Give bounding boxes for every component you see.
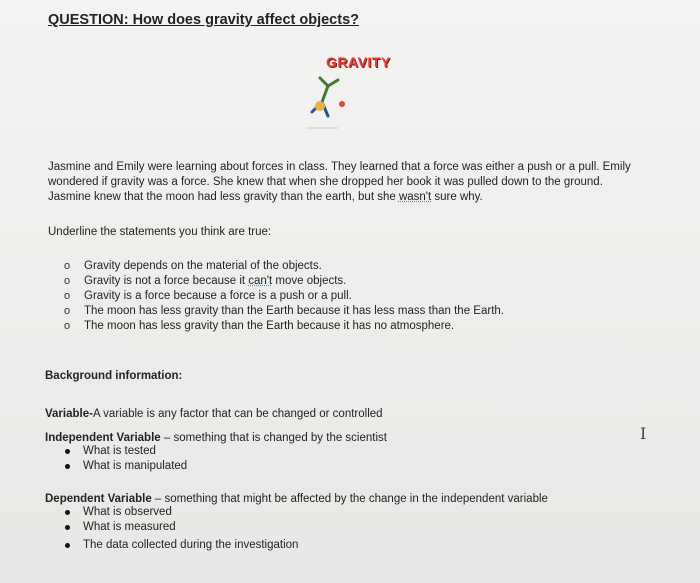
option-item[interactable]: o The moon has less gravity than the Earth because it has less mass than the Earth. [64, 304, 504, 319]
variable-definition [45, 408, 383, 420]
spellcheck-word: can't [248, 275, 273, 287]
spellcheck-word: wasn't [398, 191, 432, 203]
instruction-text: Underline the statements you think are true: [48, 226, 272, 238]
variable-def-text: A variable is any factor that can be changed or controlled [92, 408, 383, 420]
bullet-item: What is observed [45, 505, 548, 520]
option-text-end: move objects. [272, 275, 347, 287]
bullet-item: What is measured [45, 520, 548, 535]
variable-term: Variable- [45, 408, 93, 420]
bullet-item: What is tested [45, 444, 387, 459]
text-cursor-icon: I [640, 424, 647, 443]
story-paragraph [48, 160, 648, 205]
bullet-item: The data collected during the investigation [45, 538, 548, 553]
dependent-bullets [45, 505, 548, 553]
gravity-label: GRAVITY [326, 54, 391, 70]
independent-variable-def: – something that is changed by the scientist [160, 432, 387, 444]
statement-options [64, 259, 504, 334]
story-text-end: sure why. [431, 191, 483, 203]
dependent-variable-def: – something that might be affected by the change in the independent variable [151, 493, 548, 505]
story-text: Jasmine and Emily were learning about forces in class. They learned that a force was either a push or a pull. Emily wondered if gravity was a force. She knew that when she dropped her book it was pulled down to the ground. Jasmine knew that the moon had less gravity than the earth, but she [48, 161, 631, 203]
page-title: QUESTION: How does gravity affect objects? [48, 12, 359, 28]
option-item[interactable]: o Gravity depends on the material of the objects. [64, 259, 504, 274]
option-item[interactable] [64, 274, 504, 289]
dependent-variable-definition [45, 493, 548, 505]
independent-variable-term: Independent Variable [45, 432, 161, 444]
falling-person-icon [298, 74, 350, 132]
option-item[interactable]: o The moon has less gravity than the Earth because it has no atmosphere. [64, 319, 504, 334]
independent-variable-definition [45, 432, 387, 444]
option-item[interactable]: o Gravity is a force because a force is a push or a pull. [64, 289, 504, 304]
independent-variable-section [45, 432, 387, 474]
dependent-variable-term: Dependent Variable [45, 493, 152, 505]
bullet-item: What is manipulated [45, 459, 387, 474]
independent-bullets [45, 444, 387, 474]
dependent-variable-section [45, 493, 548, 553]
background-heading: Background information: [45, 370, 183, 382]
option-text: Gravity is not a force because it [84, 275, 249, 287]
